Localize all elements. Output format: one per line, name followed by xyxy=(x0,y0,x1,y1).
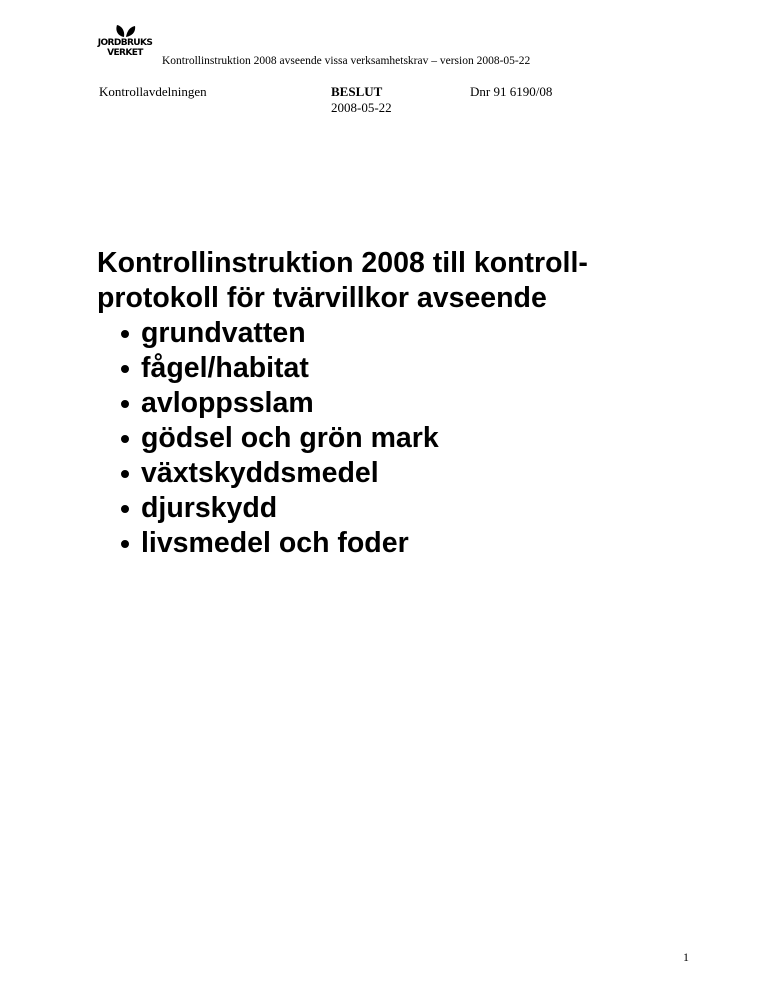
bullet-icon xyxy=(121,505,129,513)
decision-label: BESLUT xyxy=(331,84,383,99)
bullet-icon xyxy=(121,540,129,548)
leaf-icon xyxy=(97,22,153,38)
bullet-icon xyxy=(121,470,129,478)
topic-label: livsmedel och foder xyxy=(141,527,409,559)
topic-label: fågel/habitat xyxy=(141,352,309,384)
diary-number: Dnr 91 6190/08 xyxy=(470,84,553,99)
bullet-icon xyxy=(121,365,129,373)
decision-date: 2008-05-22 xyxy=(331,100,392,115)
topic-label: växtskyddsmedel xyxy=(141,457,379,489)
topic-item xyxy=(97,351,697,386)
running-header: Kontrollinstruktion 2008 avseende vissa verksamhetskrav – version 2008-05-22 xyxy=(162,55,531,67)
decision-block xyxy=(331,84,392,116)
document-title xyxy=(97,246,697,561)
bullet-icon xyxy=(121,435,129,443)
topic-label: grundvatten xyxy=(141,317,306,349)
logo-text-line2: VERKET xyxy=(107,48,143,58)
topic-item xyxy=(97,456,697,491)
department-name: Kontrollavdelningen xyxy=(99,84,207,99)
topic-label: djurskydd xyxy=(141,492,278,524)
title-line-1: Kontrollinstruktion 2008 till kontroll- xyxy=(97,247,588,279)
bullet-icon xyxy=(121,330,129,338)
page-number: 1 xyxy=(683,950,689,964)
title-line-2: protokoll för tvärvillkor avseende xyxy=(97,282,547,314)
topic-item xyxy=(97,316,697,351)
topic-list xyxy=(97,316,697,561)
topic-item xyxy=(97,421,697,456)
topic-item xyxy=(97,491,697,526)
topic-item xyxy=(97,526,697,561)
jordbruksverket-logo xyxy=(97,22,153,64)
bullet-icon xyxy=(121,400,129,408)
logo-text-line1: JORDBRUKS xyxy=(97,38,153,48)
topic-label: gödsel och grön mark xyxy=(141,422,439,454)
topic-label: avloppsslam xyxy=(141,387,314,419)
topic-item xyxy=(97,386,697,421)
